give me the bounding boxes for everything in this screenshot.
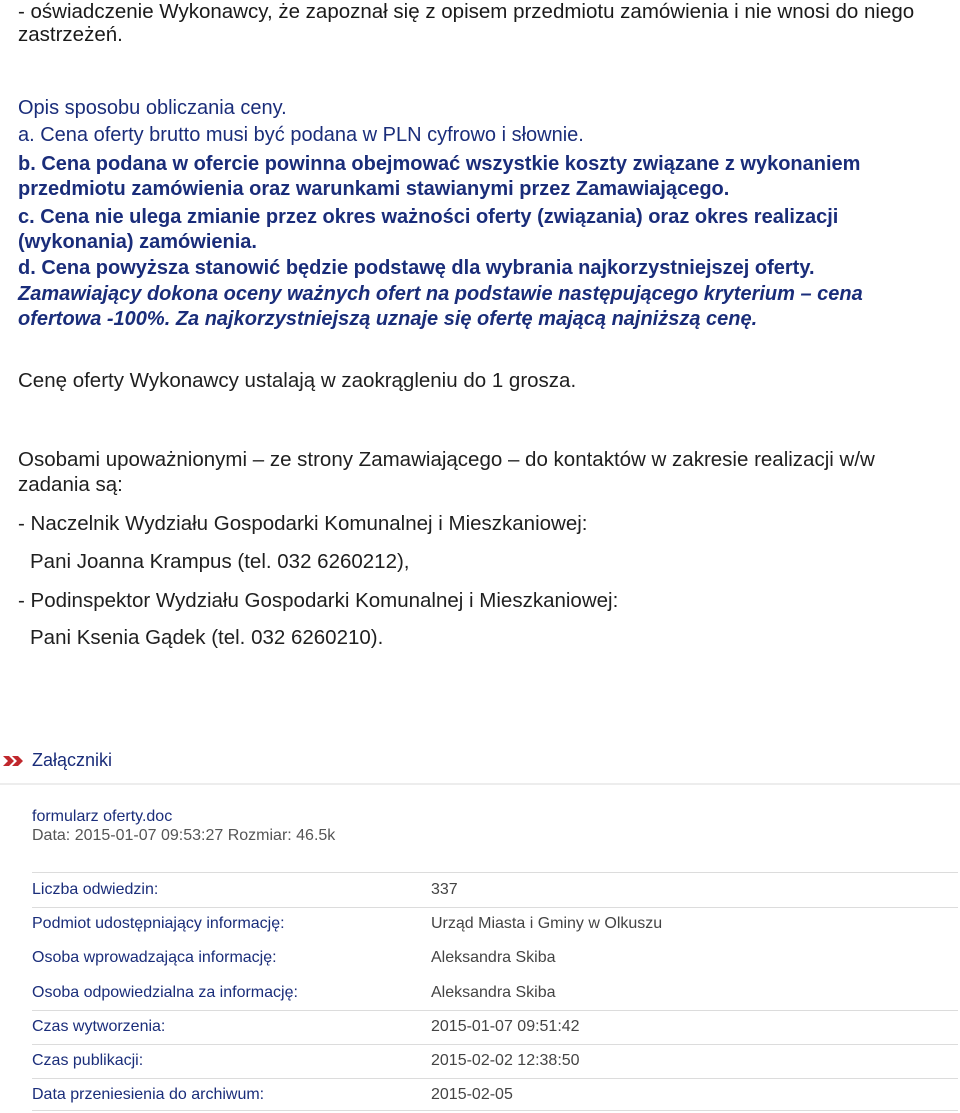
attachment-file-link[interactable]: formularz oferty.doc [32, 808, 173, 825]
contact-2-name: Pani Ksenia Gądek (tel. 032 6260210). [30, 626, 384, 649]
intro-line-2: zastrzeżeń. [18, 23, 123, 46]
meta-value-published: 2015-02-02 12:38:50 [431, 1052, 580, 1069]
meta-row-divider [32, 1078, 958, 1079]
meta-value-archived: 2015-02-05 [431, 1086, 513, 1103]
price-point-d: d. Cena powyższa stanowić będzie podstawę dla wybrania najkorzystniejszej oferty. [18, 257, 815, 279]
price-point-c-line-1: c. Cena nie ulega zmianie przez okres ważności oferty (związania) oraz okres realizacji [18, 206, 839, 228]
contact-1-name: Pani Joanna Krampus (tel. 032 6260212), [30, 550, 410, 573]
price-point-a: a. Cena oferty brutto musi być podana w PLN cyfrowo i słownie. [18, 124, 584, 146]
price-point-b-line-1: b. Cena podana w ofercie powinna obejmować wszystkie koszty związane z wykonaniem [18, 153, 861, 175]
meta-value-responsible: Aleksandra Skiba [431, 984, 556, 1001]
meta-label-entered-by: Osoba wprowadzająca informację: [32, 949, 277, 966]
meta-label-responsible: Osoba odpowiedzialna za informację: [32, 984, 298, 1001]
contacts-intro-line-2: zadania są: [18, 473, 123, 496]
meta-table-bottom-border [32, 1110, 958, 1111]
criterion-line-1: Zamawiający dokona oceny ważnych ofert na podstawie następującego kryterium – cena [18, 283, 863, 305]
meta-label-publisher: Podmiot udostępniający informację: [32, 915, 285, 932]
contacts-intro-line-1: Osobami upoważnionymi – ze strony Zamawiającego – do kontaktów w zakresie realizacji w/w [18, 448, 875, 471]
meta-table-top-border [32, 872, 958, 873]
meta-value-entered-by: Aleksandra Skiba [431, 949, 556, 966]
price-point-c-line-2: (wykonania) zamówienia. [18, 231, 257, 253]
meta-row-divider [32, 907, 958, 908]
criterion-line-2: ofertowa -100%. Za najkorzystniejszą uznaje się ofertę mającą najniższą cenę. [18, 308, 758, 330]
meta-value-visits: 337 [431, 881, 458, 898]
price-heading: Opis sposobu obliczania ceny. [18, 97, 287, 119]
meta-label-created: Czas wytworzenia: [32, 1018, 166, 1035]
meta-value-created: 2015-01-07 09:51:42 [431, 1018, 580, 1035]
intro-line-1: - oświadczenie Wykonawcy, że zapoznał się z opisem przedmiotu zamówienia i nie wnosi do niego [18, 0, 915, 23]
meta-row-divider [32, 1010, 958, 1011]
attachment-file-meta: Data: 2015-01-07 09:53:27 Rozmiar: 46.5k [32, 827, 336, 844]
price-point-b-line-2: przedmiotu zamówienia oraz warunkami stawianymi przez Zamawiającego. [18, 178, 730, 200]
attachments-divider [0, 783, 960, 785]
meta-row-divider [32, 1044, 958, 1045]
meta-label-published: Czas publikacji: [32, 1052, 144, 1069]
meta-label-archived: Data przeniesienia do archiwum: [32, 1086, 265, 1103]
contact-2-role: - Podinspektor Wydziału Gospodarki Komunalnej i Mieszkaniowej: [18, 589, 619, 612]
rounding-note: Cenę oferty Wykonawcy ustalają w zaokrągleniu do 1 grosza. [18, 369, 577, 392]
meta-label-visits: Liczba odwiedzin: [32, 881, 159, 898]
attachments-title: Załączniki [32, 750, 113, 770]
contact-1-role: - Naczelnik Wydziału Gospodarki Komunalnej i Mieszkaniowej: [18, 512, 588, 535]
double-chevron-right-icon [3, 754, 25, 768]
meta-value-publisher: Urząd Miasta i Gminy w Olkuszu [431, 915, 663, 932]
